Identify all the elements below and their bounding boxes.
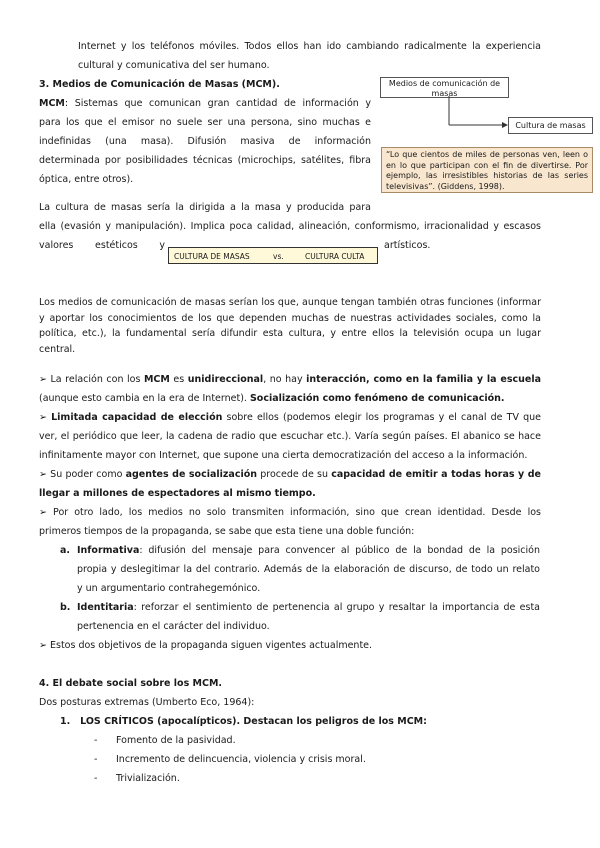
list-item-identitaria: b. Identitaria: reforzar el sentimiento de pertenencia al grupo y resaltar la importancia de esta pertenencia en el carácter del individuo. xyxy=(60,602,540,632)
diagram-box-mass-media: Medios de comunicación de masas xyxy=(380,77,509,98)
values-left: valores estéticos y xyxy=(39,240,165,251)
bullet-identity: ➢ Por otro lado, los medios no solo transmiten información, sino que crean identidad. Desde los primeros tiempos de la propaganda, se sabe que esta tiene una doble función: xyxy=(39,507,541,537)
continuation-line-1: Internet y los teléfonos móviles. Todos ellos han ido cambiando radicalmente la experiencia xyxy=(78,41,541,52)
mcm-label: MCM xyxy=(39,98,65,109)
section-4-heading: 4. El debate social sobre los MCM. xyxy=(39,678,223,689)
bullet-unidirectional: ➢ La relación con los MCM es unidireccional, no hay interacción, como en la familia y la escuela (aunque esto cambia en la era de Internet). Socialización como fenómeno de comunicación. xyxy=(39,374,541,404)
bullet-socialization-agents: ➢ Su poder como agentes de socialización procede de su capacidad de emitir a todas horas y de llegar a millones de espectadores al mismo tiempo. xyxy=(39,469,541,499)
continuation-line-2: cultural y comunicativa del ser humano. xyxy=(78,60,270,71)
bullet-limited-choice: ➢ Limitada capacidad de elección sobre ellos (podemos elegir los programas y el canal de TV que ver, el periódico que leer, la cadena de radio que escuchar etc.). Varía según países. El abanico se hace infinitamente mayor con Internet, que supone una cierta democratización del acceso a la información. xyxy=(39,412,541,461)
diagram-arrow xyxy=(440,95,510,135)
vs-box: CULTURA DE MASAS vs. CULTURA CULTA xyxy=(168,247,378,264)
diagram-box-mass-culture: Cultura de masas xyxy=(508,117,593,134)
giddens-quote: “Lo que cientos de miles de personas ven, leen o en lo que participan con el fin de divertirse. Por ejemplo, las irresistibles historias de las series televisivas”. (Giddens, 1998). xyxy=(381,147,593,193)
culture-line-2: ella (evasión y manipulación). Implica poca calidad, alineación, conformismo, irracionalidad y escasos xyxy=(39,221,541,232)
critics-heading: 1. LOS CRÍTICOS (apocalípticos). Destacan los peligros de los MCM: xyxy=(60,716,427,727)
dash-item-trivialization: - Trivialización. xyxy=(94,773,180,784)
values-right: artísticos. xyxy=(384,240,431,251)
dash-item-passivity: - Fomento de la pasividad. xyxy=(94,735,236,746)
dash-item-delinquency: - Incremento de delincuencia, violencia y crisis moral. xyxy=(94,754,366,765)
culture-line-1: La cultura de masas sería la dirigida a la masa y producida para xyxy=(39,202,371,213)
bullet-propaganda-objectives: ➢ Estos dos objetivos de la propaganda siguen vigentes actualmente. xyxy=(39,640,373,651)
mcm-definition: MCM: Sistemas que comunican gran cantidad de información y para los que el emisor no suele ser una persona, sino muchas e indefinidas (una masa). Difusión masiva de información determinada por posibilidades técnicas (microchips, satélites, fibra óptica, entre otros). xyxy=(39,98,371,185)
media-paragraph: Los medios de comunicación de masas serían los que, aunque tengan también otras funciones (informar y aportar los conocimientos de los que dependen muchas de nuestras actividades sociales, como la política, etc.), la fundamental sería difundir esta cultura, y entre ellos la televisión ocupa un lugar central. xyxy=(39,297,541,355)
section-3-heading: 3. Medios de Comunicación de Masas (MCM). xyxy=(39,79,280,90)
section-4-intro: Dos posturas extremas (Umberto Eco, 1964): xyxy=(39,697,255,708)
list-item-informativa: a. Informativa: difusión del mensaje para convencer al público de la bondad de la posición propia y deslegitimar la del contrario. Además de la elaboración de discurso, de todo un relato y un argumentario contrahegemónico. xyxy=(60,545,540,594)
